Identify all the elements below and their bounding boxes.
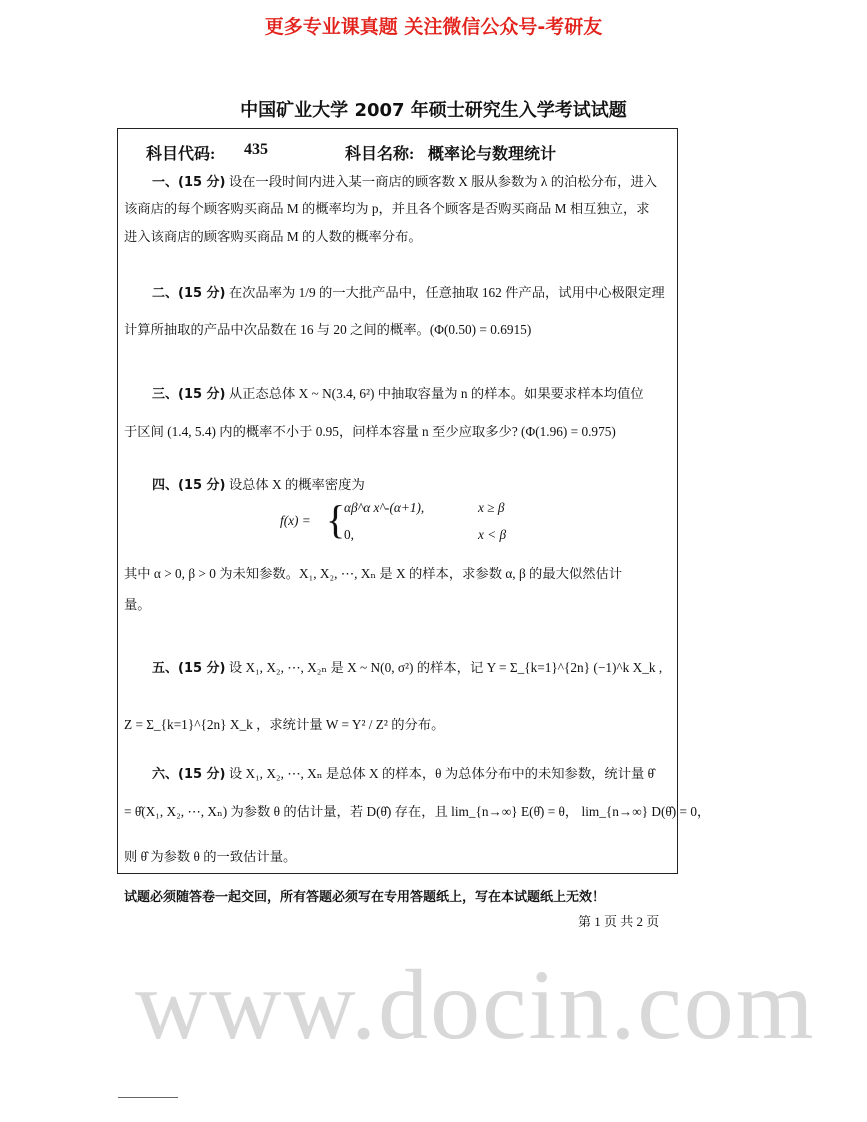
q6-text1: 设 X₁, X₂, ⋯, Xₙ 是总体 X 的样本，θ 为总体分布中的未知参数，统计量 θ̂ (225, 766, 655, 781)
subject-name: 概率论与数理统计 (428, 146, 557, 163)
q6-line3: 则 θ̂ 为参数 θ 的一致估计量。 (124, 849, 297, 864)
q2-text1: 在次品率为 1/9 的一大批产品中，任意抽取 162 件产品，试用中心极限定理 (225, 285, 665, 300)
subject-code-label: 科目代码: (146, 146, 216, 163)
q2-line1 (152, 285, 665, 302)
q4-line1 (152, 477, 365, 494)
bottom-rule (118, 1097, 178, 1098)
q6-line2: = θ̂(X₁, X₂, ⋯, Xₙ) 为参数 θ 的估计量，若 D(θ̂) 存在，且 lim_{n→∞} E(θ̂) = θ， lim_{n→∞} D(θ̂) = 0， (124, 804, 711, 819)
q1-head: 一、(15 分) (152, 175, 226, 190)
q1-line1 (152, 174, 657, 191)
q4-text1: 设总体 X 的概率密度为 (225, 477, 365, 492)
pdf-cond1: x ≥ β (478, 500, 505, 515)
q4-line2: 其中 α > 0, β > 0 为未知参数。X₁, X₂, ⋯, Xₙ 是 X 的样本，求参数 α, β 的最大似然估计 (124, 566, 623, 581)
brace: { (326, 497, 346, 542)
pdf-cond2: x < β (478, 527, 507, 542)
q1-text1: 设在一段时间内进入某一商店的顾客数 X 服从参数为 λ 的泊松分布，进入 (225, 174, 658, 189)
pdf-lhs: f(x) = (280, 513, 311, 528)
q3-line2: 于区间 (1.4, 5.4) 内的概率不小于 0.95，问样本容量 n 至少应取多少? (Φ(1.96) = 0.975) (124, 424, 616, 439)
subject-code: 435 (244, 141, 268, 158)
q6-head: 六、(15 分) (152, 767, 226, 782)
pdf-case1: αβ^α x^-(α+1), (344, 500, 425, 515)
q5-head: 五、(15 分) (152, 661, 226, 676)
watermark: www.docin.com (135, 949, 816, 1060)
pdf-case2: 0, (344, 527, 354, 542)
q1-line2: 该商店的每个顾客购买商品 M 的概率均为 p，并且各个顾客是否购买商品 M 相互独立，求 (124, 201, 650, 216)
q3-line1 (152, 386, 644, 403)
q5-line2: Z = Σ_{k=1}^{2n} X_k ，求统计量 W = Y² / Z² 的分布。 (124, 717, 445, 732)
footer-notice: 试题必须随答卷一起交回，所有答题必须写在专用答题纸上，写在本试题纸上无效！ (124, 890, 606, 905)
promo-banner: 更多专业课真题 关注微信公众号-考研友 (264, 16, 603, 38)
subject-name-label: 科目名称: (345, 146, 415, 163)
exam-title: 中国矿业大学 2007 年硕士研究生入学考试试题 (240, 100, 627, 121)
q4-head: 四、(15 分) (152, 478, 226, 493)
q2-line2: 计算所抽取的产品中次品数在 16 与 20 之间的概率。(Φ(0.50) = 0.6915) (124, 322, 532, 337)
q5-text1: 设 X₁, X₂, ⋯, X₂ₙ 是 X ~ N(0, σ²) 的样本，记 Y = Σ_{k=1}^{2n} (−1)^k X_k , (225, 660, 663, 675)
page-number: 第 1 页 共 2 页 (578, 914, 660, 929)
q6-line1 (152, 766, 654, 783)
q5-line1 (152, 660, 662, 677)
q4-line3: 量。 (124, 597, 151, 612)
q2-head: 二、(15 分) (152, 286, 226, 301)
q3-head: 三、(15 分) (152, 387, 226, 402)
q1-line3: 进入该商店的顾客购买商品 M 的人数的概率分布。 (124, 229, 422, 244)
q3-text1: 从正态总体 X ~ N(3.4, 6²) 中抽取容量为 n 的样本。如果要求样本均值位 (225, 386, 644, 401)
